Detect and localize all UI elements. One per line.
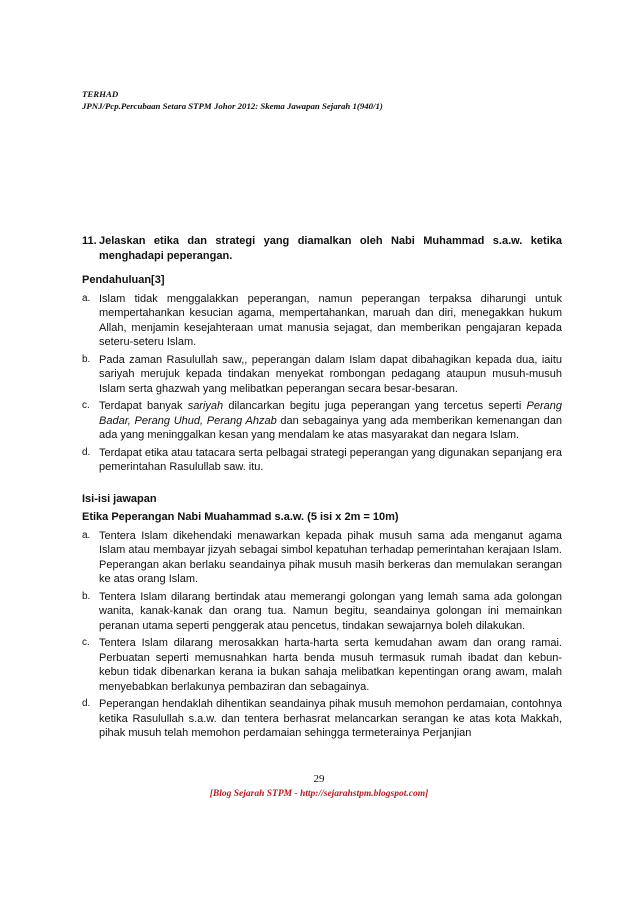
item-letter: c. bbox=[82, 637, 90, 648]
document-content bbox=[82, 234, 562, 744]
item-text-italic: Perang Badar, Perang Uhud, Perang Ahzab bbox=[99, 400, 562, 427]
footer-link[interactable]: [Blog Sejarah STPM - http://sejarahstpm.blogspot.com] bbox=[209, 789, 429, 799]
page-number: 29 bbox=[313, 773, 325, 785]
item-text-part: Terdapat banyak bbox=[99, 400, 188, 412]
item-text-part: dan sebagainya yang ada memberikan kemenangan dan ada yang meninggalkan kesan yang mendalam ke atas masyarakat dan negara Islam. bbox=[99, 414, 562, 441]
answer-item bbox=[82, 529, 562, 587]
item-letter: d. bbox=[82, 446, 91, 458]
item-text: Islam tidak menggalakkan peperangan, namun peperangan terpaksa diharungi untuk mempertahankan kesucian agama, mempertahankan, maruah dan diri, menegakkan hukum Allah, menjamin kesejahteraan umat manusia sejagat, dan memberikan pengajaran kepada seteru-seteru Islam. bbox=[99, 292, 562, 348]
section-gap bbox=[82, 478, 562, 492]
item-text-italic: sariyah bbox=[187, 400, 224, 412]
question bbox=[82, 234, 562, 263]
item-letter: b. bbox=[82, 353, 91, 365]
item-text: Tentera Islam dikehendaki menawarkan kepada pihak musuh sama ada menganut agama Islam atau membayar jizyah sebagai simbol kepatuhan terhadap pemerintahan kerajaan Islam. Peperangan akan berlaku seandainya pihak musuh masih berkeras dan memulakan serangan ke atas orang Islam. bbox=[99, 529, 562, 585]
item-letter: d. bbox=[82, 698, 91, 709]
item-letter: a. bbox=[82, 292, 91, 304]
intro-item bbox=[82, 446, 562, 475]
item-text: Peperangan hendaklah dihentikan seandainya pihak musuh memohon perdamaian, contohnya ketika Rasulullah s.a.w. dan tentera berhasrat melancarkan serangan ke atas kota Makkah, pihak musuh telah memohon perdamaian sehingga termeterainya Perjanjian bbox=[99, 698, 562, 739]
item-letter: b. bbox=[82, 590, 91, 602]
item-letter: a. bbox=[82, 529, 91, 541]
question-number: 11. bbox=[82, 235, 97, 247]
item-text: Tentera Islam dilarang merosakkan harta-harta serta kemudahan awam dan orang ramai. Perbuatan seperti memusnahkan harta benda musuh termasuk rumah ibadat dan kebun-kebun tidak dibenarkan kerana ia bukan sahaja melibatkan kepentingan orang awam, malah menyebabkan berlakunya pembaziran dan sebagainya. bbox=[99, 637, 562, 693]
question-text: Jelaskan etika dan strategi yang diamalkan oleh Nabi Muhammad s.a.w. ketika menghadapi peperangan. bbox=[99, 235, 562, 262]
item-letter: c. bbox=[82, 400, 90, 411]
item-text: Pada zaman Rasulullah saw,, peperangan dalam Islam dapat dibahagikan kepada dua, iaitu sariyah merujuk kepada tindakan menyekat rombongan pedagang ataupun musuh-musuh Islam serta ghazwah yang melibatkan peperangan secara besar-besaran. bbox=[99, 353, 562, 395]
answer-item bbox=[82, 590, 562, 634]
intro-heading: Pendahuluan[3] bbox=[82, 274, 165, 286]
item-text: Tentera Islam dilarang bertindak atau memerangi golongan yang lemah sama ada golongan wanita, kanak-kanak dan orang tua. Namun begitu, seandainya golongan ini memainkan peranan utama seperti penggerak atau pencetus, tindakan sewajarnya boleh dilakukan. bbox=[99, 590, 562, 632]
item-text-part: dilancarkan begitu juga peperangan yang tercetus seperti bbox=[223, 400, 527, 412]
answer-heading: Isi-isi jawapan bbox=[82, 492, 157, 505]
item-text: Terdapat etika atau tatacara serta pelbagai strategi peperangan yang digunakan sepanjang era pemerintahan Rasulullab saw. itu. bbox=[99, 446, 562, 473]
item-text bbox=[99, 399, 562, 443]
header-classification: TERHAD bbox=[82, 89, 119, 99]
intro-item bbox=[82, 399, 562, 443]
answer-subheading: Etika Peperangan Nabi Muahammad s.a.w. (5 isi x 2m = 10m) bbox=[82, 511, 399, 523]
intro-item bbox=[82, 292, 562, 350]
intro-item bbox=[82, 353, 562, 397]
answer-item bbox=[82, 697, 562, 741]
header-title: JPNJ/Pcp.Percubaan Setara STPM Johor 2012: Skema Jawapan Sejarah 1(940/1) bbox=[82, 101, 383, 111]
answer-item bbox=[82, 636, 562, 694]
